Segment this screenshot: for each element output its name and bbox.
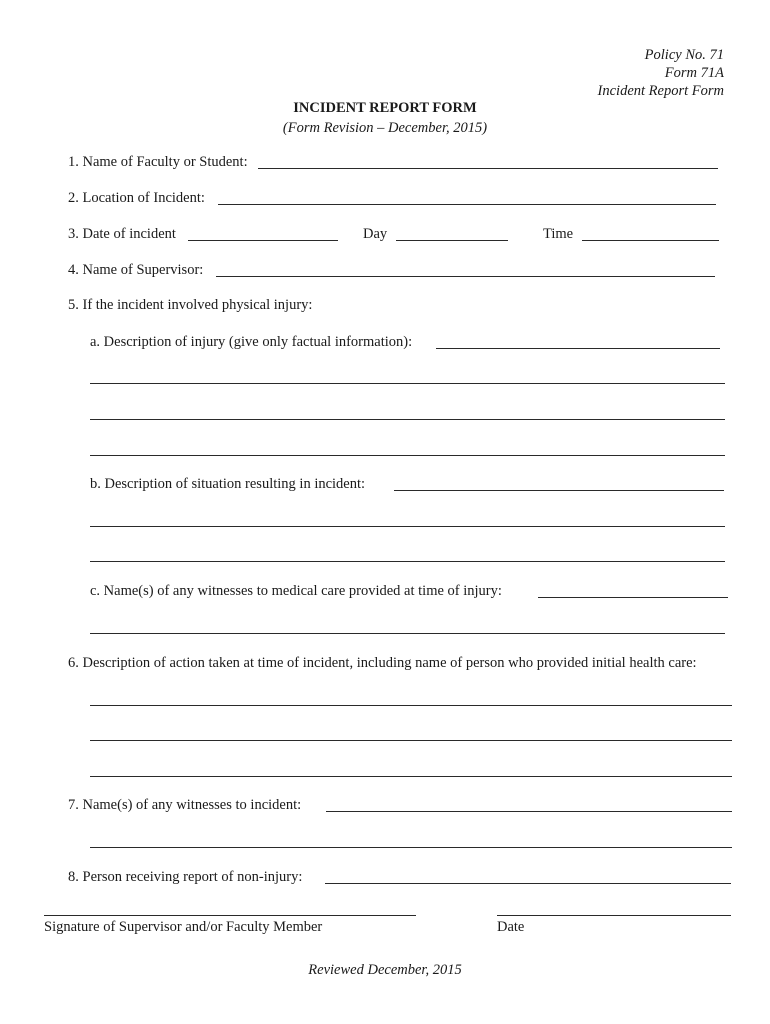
field-signature[interactable] <box>44 915 416 916</box>
label-description-injury: a. Description of injury (give only factual information): <box>90 334 413 350</box>
label-description-situation: b. Description of situation resulting in incident: <box>90 476 366 492</box>
field-name-supervisor[interactable] <box>216 276 715 277</box>
field-action-taken-line-2[interactable] <box>90 740 732 741</box>
field-person-receiving-report[interactable] <box>325 883 731 884</box>
footer-reviewed: Reviewed December, 2015 <box>308 962 462 978</box>
field-action-taken-line-3[interactable] <box>90 776 732 777</box>
label-time: Time <box>543 226 574 242</box>
label-person-receiving-report: 8. Person receiving report of non-injury: <box>68 869 303 885</box>
label-action-taken: 6. Description of action taken at time of incident, including name of person who provided initial health care: <box>68 655 697 671</box>
field-witnesses-medical-care[interactable] <box>538 597 728 598</box>
field-name-faculty-student[interactable] <box>258 168 718 169</box>
label-name-supervisor: 4. Name of Supervisor: <box>68 262 204 278</box>
form-name: Incident Report Form <box>597 83 724 99</box>
form-title: INCIDENT REPORT FORM <box>293 100 477 116</box>
label-day: Day <box>363 226 388 242</box>
field-description-injury-line-2[interactable] <box>90 383 725 384</box>
form-number: Form 71A <box>664 65 724 81</box>
field-description-injury-line-4[interactable] <box>90 455 725 456</box>
policy-number: Policy No. 71 <box>644 47 724 63</box>
label-signature: Signature of Supervisor and/or Faculty Member <box>44 919 323 935</box>
label-name-faculty-student: 1. Name of Faculty or Student: <box>68 154 248 170</box>
field-witnesses-incident-line-2[interactable] <box>90 847 732 848</box>
label-signature-date: Date <box>497 919 525 935</box>
label-physical-injury: 5. If the incident involved physical injury: <box>68 297 313 313</box>
field-action-taken-line-1[interactable] <box>90 705 732 706</box>
field-date-incident[interactable] <box>188 240 338 241</box>
field-location-incident[interactable] <box>218 204 716 205</box>
label-date-incident: 3. Date of incident <box>68 226 176 242</box>
form-subtitle: (Form Revision – December, 2015) <box>282 120 488 136</box>
field-description-situation[interactable] <box>394 490 724 491</box>
field-day[interactable] <box>396 240 508 241</box>
field-witnesses-incident[interactable] <box>326 811 732 812</box>
field-description-situation-line-2[interactable] <box>90 526 725 527</box>
label-location-incident: 2. Location of Incident: <box>68 190 205 206</box>
label-witnesses-medical-care: c. Name(s) of any witnesses to medical care provided at time of injury: <box>90 583 502 599</box>
field-signature-date[interactable] <box>497 915 731 916</box>
field-description-injury[interactable] <box>436 348 720 349</box>
field-description-situation-line-3[interactable] <box>90 561 725 562</box>
label-witnesses-incident: 7. Name(s) of any witnesses to incident: <box>68 797 302 813</box>
field-description-injury-line-3[interactable] <box>90 419 725 420</box>
field-witnesses-medical-care-line-2[interactable] <box>90 633 725 634</box>
field-time[interactable] <box>582 240 719 241</box>
